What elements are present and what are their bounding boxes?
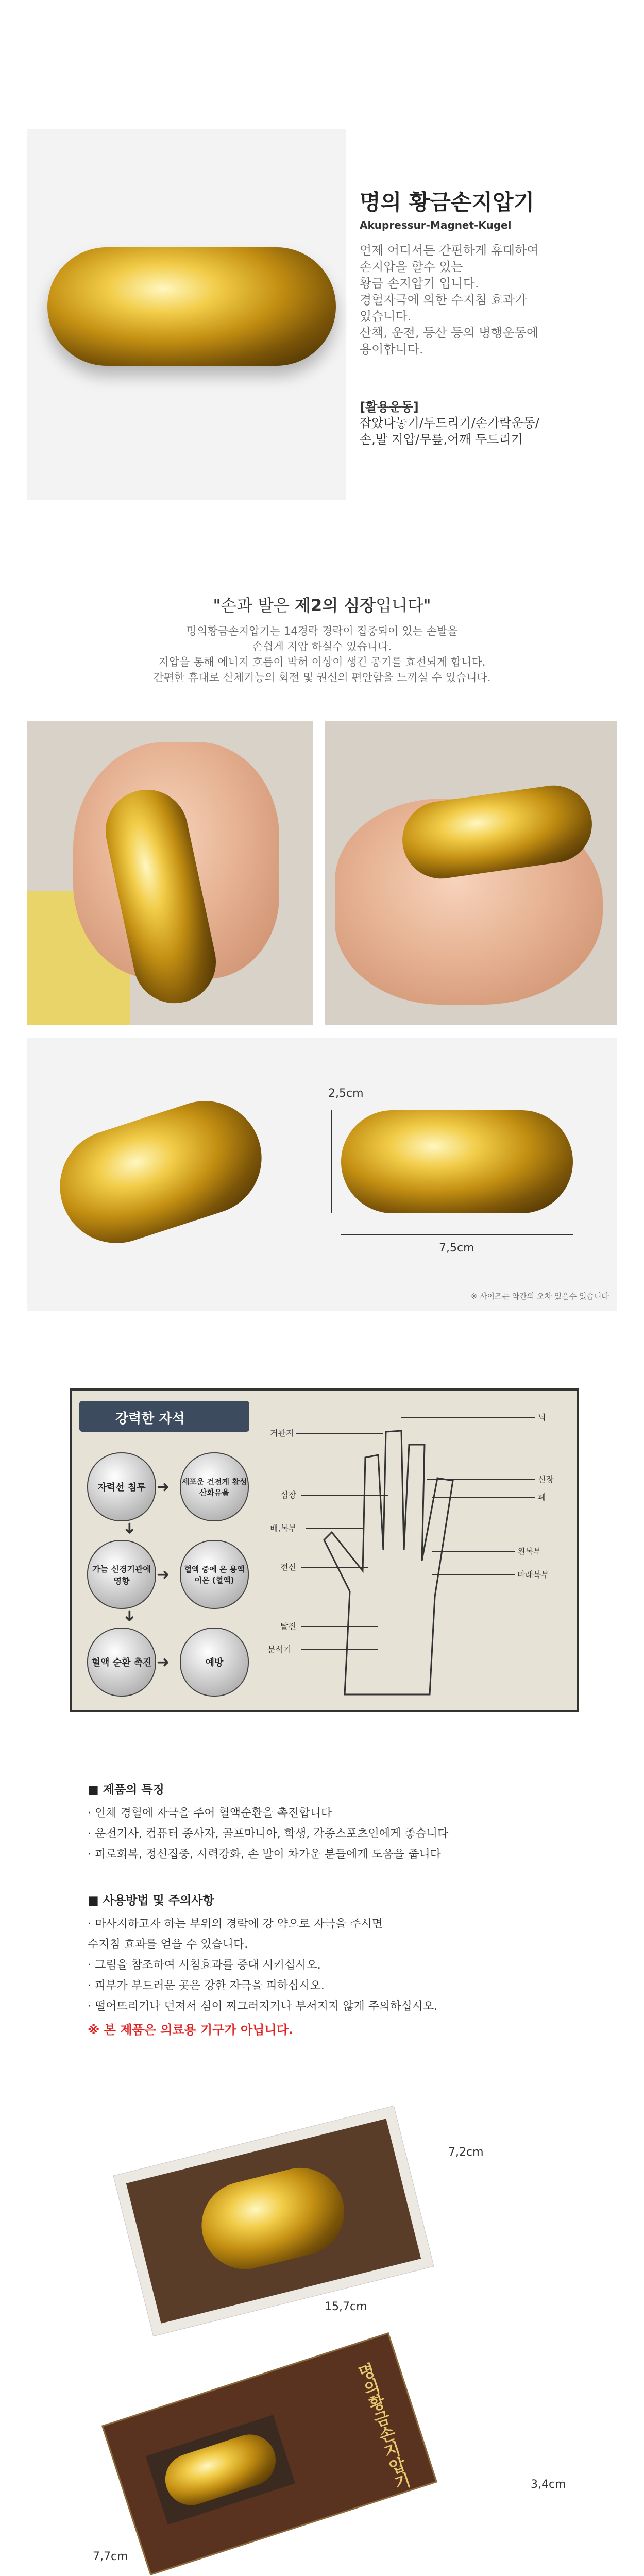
gold-massager-image xyxy=(47,247,336,366)
width-line xyxy=(341,1234,573,1235)
package-box xyxy=(101,2332,437,2575)
label-line xyxy=(301,1649,378,1650)
dim-label-d: 7,7cm xyxy=(93,2550,128,2563)
chart-title: 강력한 자석 xyxy=(115,1411,185,1427)
effect-circle-5: 혈액 순환 촉진 xyxy=(87,1628,156,1697)
label-left: 거관지 xyxy=(270,1428,294,1438)
usage-list: · 마사지하고자 하는 부위의 경락에 강 약으로 자극을 주시면 수지침 효과를 얻을 수 있습니다. · 그림을 참조하여 시침효과를 증대 시키십시오. · 피부가 부드러운 곳은 강한 자극을 피하십시오. · 떨어뜨리거나 던져서 심이 찌그러지거나 부서지지 않게 주의하십시오. xyxy=(88,1918,438,2013)
label-right: 왼복부 xyxy=(517,1547,541,1556)
label-left: 탈진 xyxy=(280,1621,296,1631)
label-left: 심장 xyxy=(280,1490,296,1500)
label-line xyxy=(296,1433,383,1434)
heart-quote: "손과 발은 제2의 심장입니다" xyxy=(213,596,431,615)
features-title: ■ 제품의 특징 xyxy=(88,1783,164,1797)
effect-circle-2: 세포운 건전케 활성 산화유을 xyxy=(180,1452,249,1521)
label-left: 배,복부 xyxy=(270,1523,297,1533)
product-title: 명의 황금손지압기 xyxy=(360,190,535,215)
magnet-chart xyxy=(70,1388,579,1712)
gold-massager-side xyxy=(341,1110,573,1213)
box-text: 명의황금손지압기 xyxy=(353,2361,414,2493)
label-line xyxy=(432,1497,535,1498)
chart-title-bar xyxy=(79,1401,249,1432)
usage-title: ■ 사용방법 및 주의사항 xyxy=(88,1894,214,1907)
effect-circle-4: 혈액 중에 은 용액 이온 (혈액) xyxy=(180,1540,249,1609)
features-list: · 인체 경혈에 자극을 주어 혈액순환을 촉진합니다 · 운전기사, 컴퓨터 종사자, 골프마니아, 학생, 각종스포츠인에게 좋습니다 · 피로회복, 정신집중, 시력강화, 손 발이 차가운 분들에게 도움을 줍니다 xyxy=(88,1807,449,1861)
product-description: 언제 어디서든 간편하게 휴대하여 손지압을 할수 있는 황금 손지압기 입니다. 경혈자극에 의한 수지침 효과가 있습니다. 산책, 운전, 등산 등의 병행운동에 용이합니다. xyxy=(360,243,539,357)
gold-massager-angled xyxy=(45,1087,276,1258)
label-right: 신장 xyxy=(538,1475,554,1484)
arrow-icon: ➜ xyxy=(121,1609,139,1623)
arrow-icon: ➜ xyxy=(157,1653,170,1671)
medical-warning: ※ 본 제품은 의료용 기구가 아닙니다. xyxy=(88,2023,293,2037)
label-line xyxy=(427,1479,535,1480)
label-line xyxy=(432,1551,515,1552)
dim-label-b: 15,7cm xyxy=(325,2300,367,2313)
effect-circle-6: 예방 xyxy=(180,1628,249,1697)
size-note: ※ 사이즈는 약간의 오차 있을수 있습니다 xyxy=(470,1292,609,1301)
hand-photo-right xyxy=(325,721,617,1025)
label-right: 폐 xyxy=(538,1493,546,1502)
label-line xyxy=(401,1417,535,1418)
label-right: 뇌 xyxy=(538,1413,546,1422)
product-subtitle: Akupressur-Magnet-Kugel xyxy=(360,219,512,231)
height-label: 2,5cm xyxy=(328,1087,364,1100)
label-line xyxy=(301,1626,378,1627)
effect-circle-3: 가늠 신경기관에 영향 xyxy=(87,1540,156,1609)
effect-circle-1: 자력선 침투 xyxy=(87,1452,156,1521)
label-left: 전신 xyxy=(280,1562,296,1572)
arrow-icon: ➜ xyxy=(121,1521,139,1535)
label-line xyxy=(432,1574,515,1575)
arrow-icon: ➜ xyxy=(157,1566,170,1584)
usage-exercise-text: 잡았다놓기/두드리기/손가락운동/ 손,발 지압/무릎,어깨 두드리기 xyxy=(360,416,539,447)
width-label: 7,5cm xyxy=(439,1242,474,1255)
dim-label-a: 7,2cm xyxy=(448,2146,484,2159)
package-top xyxy=(113,2106,434,2336)
hand-photo-left xyxy=(27,721,313,1025)
dim-label-c: 3,4cm xyxy=(531,2478,566,2491)
arrow-icon: ➜ xyxy=(157,1478,170,1496)
height-line xyxy=(331,1110,332,1213)
intro-photo xyxy=(27,129,346,500)
label-line xyxy=(301,1567,368,1568)
label-line xyxy=(301,1495,388,1496)
heart-description: 명의황금손지압기는 14경락 경락이 집중되어 있는 손발을 손쉽게 지압 하실수 있습니다. 지압을 통해 에너지 흐름이 막혀 이상이 생긴 공기를 효전되게 합니다. 간편한 휴대로 신체기능의 회전 및 권신의 편안함을 느끼실 수 있습니다. xyxy=(153,625,491,684)
label-right: 마래복부 xyxy=(517,1570,549,1580)
label-left: 분석기 xyxy=(267,1645,292,1654)
label-line xyxy=(306,1528,363,1529)
hand-outline-icon xyxy=(314,1421,479,1700)
usage-exercise-title: [활용운동] xyxy=(360,400,419,414)
dimension-photo xyxy=(27,1038,617,1311)
